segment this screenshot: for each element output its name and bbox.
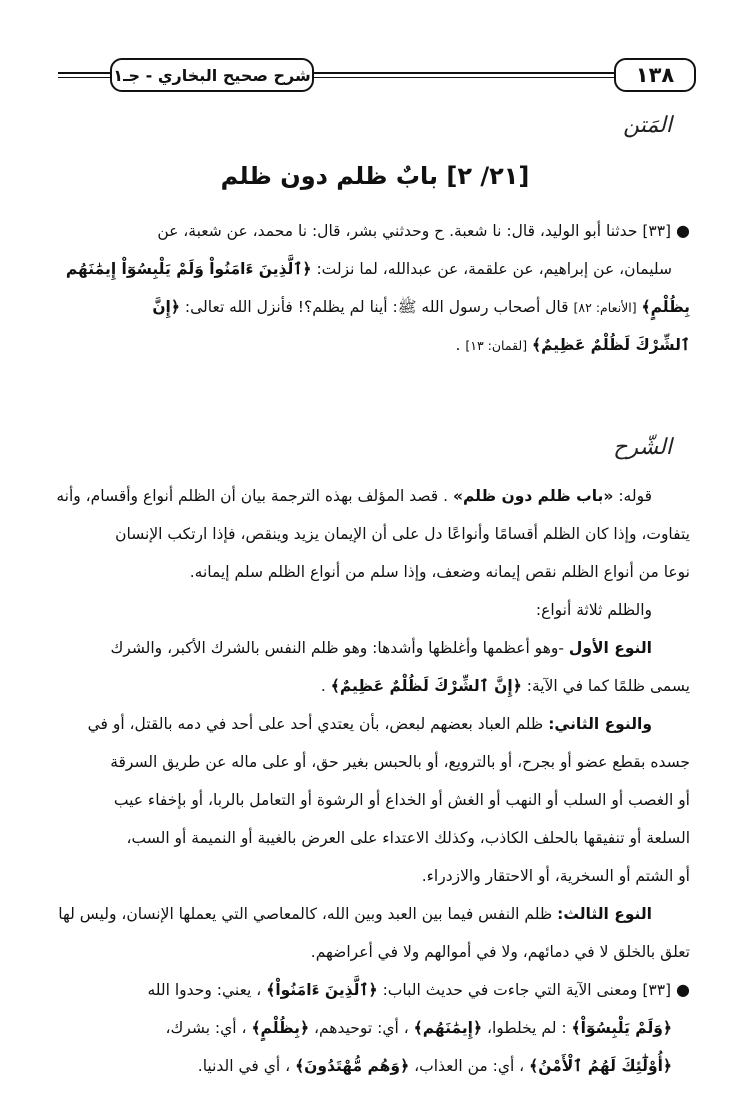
quran-verse: بِظُلْمٍ﴾ bbox=[641, 298, 690, 316]
sharh-line bbox=[50, 705, 690, 743]
sharh-text bbox=[50, 477, 690, 1085]
sharh-text: يسمى ظلمًا كما في الآية: bbox=[526, 677, 690, 695]
quran-verse: ﴿أُوْلَٰٓئِكَ لَهُمُ ٱلْأَمْنُ﴾ bbox=[529, 1057, 672, 1075]
sharh-line bbox=[50, 477, 690, 515]
matn-text-3: قال أصحاب رسول الله ﷺ: أينا لم يظلم؟! فأنزل الله تعالى: bbox=[184, 298, 569, 316]
sharh-line bbox=[50, 1009, 690, 1047]
quran-verse: ﴿بِظُلْمٍ﴾ bbox=[251, 1019, 310, 1037]
quran-verse: ﴿ٱلَّذِينَ ءَامَنُواْ﴾ bbox=[266, 981, 378, 999]
quran-verse: ﴿وَهُم مُّهْتَدُونَ﴾ bbox=[295, 1057, 410, 1075]
sharh-text: ظلم النفس فيما بين العبد وبين الله، كالمعاصي التي يعملها الإنسان، وليس لها bbox=[58, 905, 553, 923]
quran-verse: ﴿وَلَمْ يَلْبِسُوٓاْ﴾ bbox=[571, 1019, 672, 1037]
sharh-text: ، أي في الدنيا. bbox=[197, 1057, 291, 1075]
sharh-text: -وهو أعظمها وأغلظها وأشدها: وهو ظلم النفس بالشرك الأكبر، والشرك bbox=[110, 639, 564, 657]
matn-text-4: . bbox=[455, 336, 461, 354]
sharh-text: ، أي: من العذاب، bbox=[414, 1057, 525, 1075]
verse-reference: [الأنعام: ٨٢] bbox=[573, 300, 637, 315]
matn-text bbox=[50, 212, 690, 364]
quran-verse: ﴿إِنَّ bbox=[152, 298, 180, 316]
sharh-text: [٣٣] ومعنى الآية التي جاءت في حديث الباب: bbox=[382, 981, 672, 999]
matn-line bbox=[50, 250, 690, 288]
sharh-text: قوله: bbox=[618, 487, 652, 505]
sharh-text: : لم يخلطوا، bbox=[487, 1019, 567, 1037]
sharh-text: ظلم العباد بعضهم لبعض، بأن يعتدي أحد على أحد في دمه بالقتل، أو في bbox=[87, 715, 544, 733]
sharh-line: أو الغصب أو السلب أو النهب أو الغش أو الخداع أو الرشوة أو التعامل بالربا، أو بإخفاء عيب bbox=[113, 791, 690, 809]
matn-line bbox=[50, 212, 690, 250]
sharh-line bbox=[50, 895, 690, 933]
verse-reference: [لقمان: ١٣] bbox=[465, 338, 528, 353]
sharh-line: نوعا من أنواع الظلم نقص إيمانه وضعف، وإذا سلم من أنواع الظلم سلم إيمانه. bbox=[189, 563, 690, 581]
sharh-text: ، يعني: وحدوا الله bbox=[147, 981, 262, 999]
sharh-line: السلعة أو تنفيقها بالحلف الكاذب، وكذلك الاعتداء على العرض بالغيبة أو النميمة أو السب، bbox=[126, 829, 690, 847]
quran-verse: ﴿إِيمَٰنَهُم﴾ bbox=[413, 1019, 483, 1037]
quran-verse: ﴿ٱلَّذِينَ ءَامَنُواْ وَلَمْ يَلْبِسُوٓاْ إِيمَٰنَهُم bbox=[65, 260, 312, 278]
sharh-line bbox=[50, 629, 690, 667]
bullet: ● bbox=[676, 221, 690, 240]
section-heading: والنوع الثاني: bbox=[548, 715, 652, 733]
matn-line bbox=[50, 326, 690, 364]
sharh-text: . قصد المؤلف بهذه الترجمة بيان أن الظلم أنواع وأقسام، وأنه bbox=[56, 487, 449, 505]
sharh-line: والظلم ثلاثة أنواع: bbox=[535, 601, 652, 619]
matn-line bbox=[50, 288, 690, 326]
sharh-line: أو الشتم أو السخرية، أو الاحتقار والازدراء. bbox=[421, 867, 690, 885]
running-title: شرح صحيح البخاري - جـ١ bbox=[110, 58, 314, 92]
matn-text-2: سليمان، عن إبراهيم، عن علقمة، عن عبدالله، لما نزلت: bbox=[316, 260, 672, 278]
sharh-line bbox=[50, 667, 690, 705]
sharh-line bbox=[50, 971, 690, 1009]
sharh-line bbox=[50, 1047, 690, 1085]
quran-verse: ﴿إِنَّ ٱلشِّرْكَ لَظُلْمٌ عَظِيمٌ﴾ bbox=[330, 677, 522, 695]
sharh-line: جسده بقطع عضو أو بجرح، أو بالترويع، أو بالحبس بغير حق، أو على ماله عن طريق السرقة bbox=[110, 753, 690, 771]
sharh-text: . bbox=[320, 677, 326, 695]
page-header bbox=[58, 56, 696, 92]
bullet: ● bbox=[676, 980, 690, 999]
matn-label: المَتن bbox=[623, 113, 672, 138]
sharh-text: ، أي: توحيدهم، bbox=[313, 1019, 409, 1037]
sharh-line: يتفاوت، وإذا كان الظلم أقسامًا وأنواعًا دل على أن الإيمان يزيد وينقص، فإذا ارتكب الإنسان bbox=[115, 525, 690, 543]
sharh-line: تعلق بالخلق لا في دمائهم، ولا في أموالهم ولا في أعراضهم. bbox=[310, 943, 690, 961]
sharh-label: الشّرح bbox=[613, 435, 672, 460]
sharh-text: ، أي: بشرك، bbox=[165, 1019, 247, 1037]
quran-verse: ٱلشِّرْكَ لَظُلْمٌ عَظِيمٌ﴾ bbox=[532, 336, 690, 354]
section-heading: النوع الأول bbox=[568, 639, 652, 657]
chapter-title: [٢١/ ٢] بابٌ ظلم دون ظلم bbox=[220, 162, 530, 190]
matn-text-1: [٣٣] حدثنا أبو الوليد، قال: نا شعبة. ح وحدثني بشر، قال: نا محمد، عن شعبة، عن bbox=[157, 222, 672, 240]
page-number: ١٣٨ bbox=[614, 58, 696, 92]
section-heading: النوع الثالث: bbox=[557, 905, 652, 923]
chapter-quote: «باب ظلم دون ظلم» bbox=[452, 487, 614, 505]
